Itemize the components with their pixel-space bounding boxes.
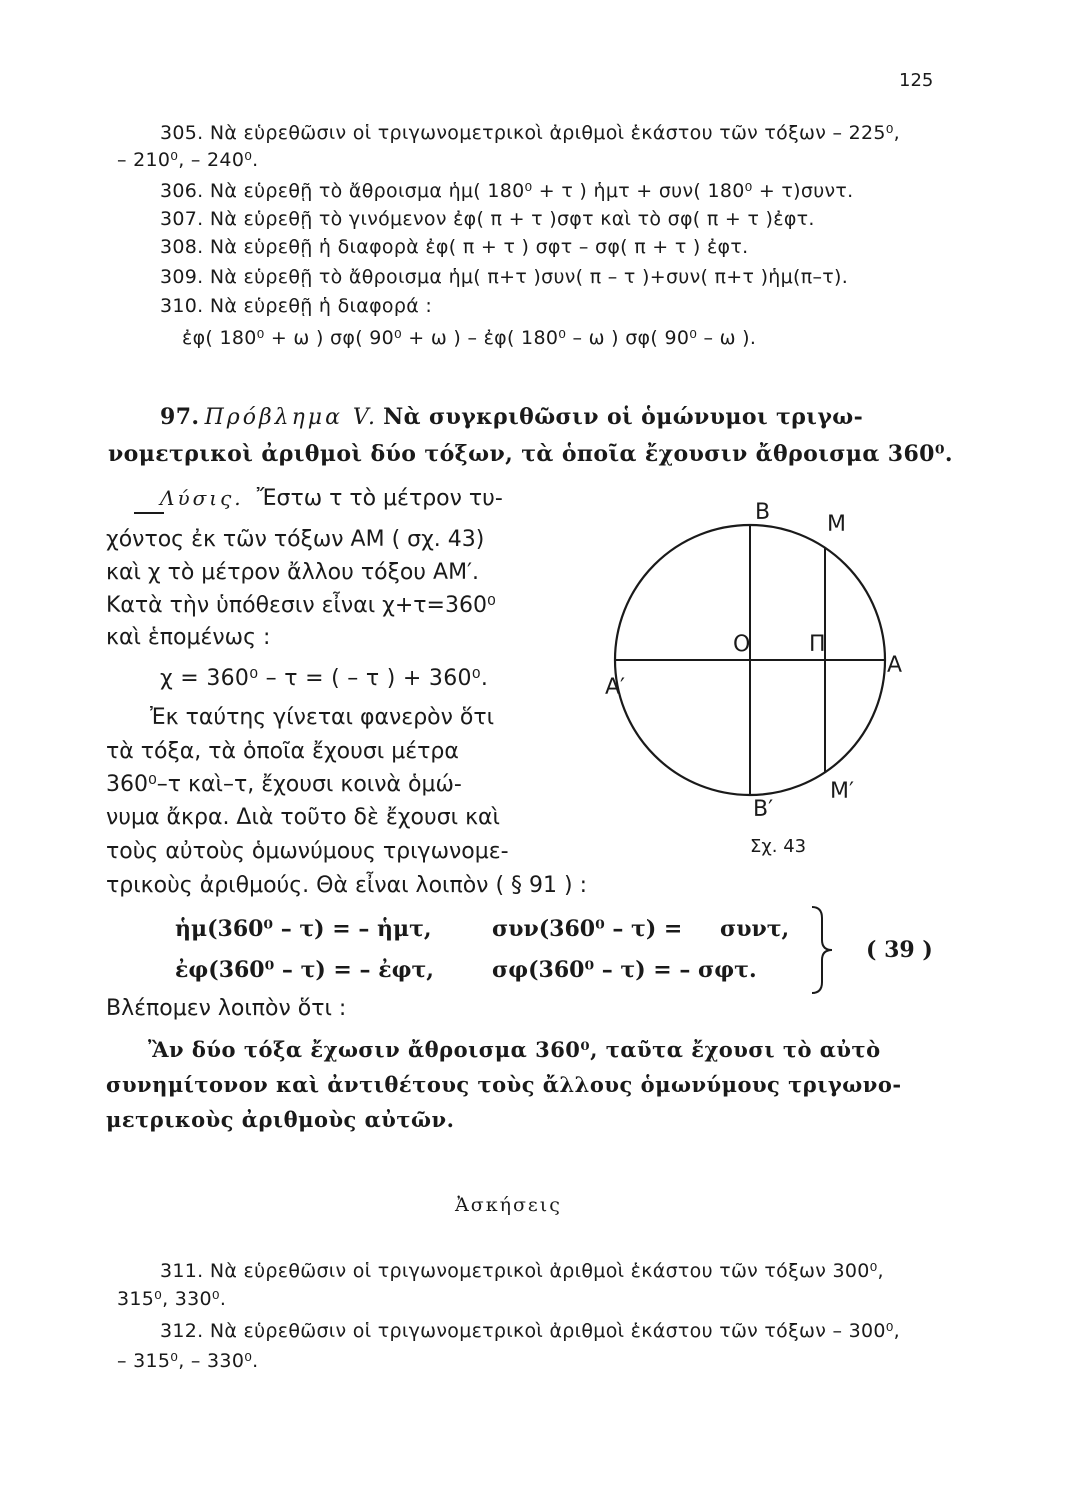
solution-line-4: καὶ ἑπομένως :	[106, 625, 271, 650]
equation-number: ( 39 )	[866, 937, 933, 963]
exercises-heading: Ἀσκήσεις	[455, 1194, 562, 1216]
theorem-line-3: μετρικοὺς ἀριθμοὺς αὐτῶν.	[106, 1107, 455, 1132]
conclusion-intro: Βλέπομεν λοιπὸν ὅτι :	[106, 996, 347, 1021]
label-a: Α	[887, 653, 903, 678]
label-a-prime: Α′	[605, 675, 626, 700]
exercise-308: 308. Νὰ εὑρεθῇ ἡ διαφορὰ ἐφ( π + τ ) σφτ – σφ( π + τ ) ἐφτ.	[160, 236, 749, 258]
label-b: Β	[755, 500, 771, 525]
label-p: Π	[809, 632, 826, 657]
label-m: Μ	[827, 512, 846, 537]
solution-label: Λύσις.	[160, 486, 244, 510]
solution-line-9: νυμα ἄκρα. Διὰ τοῦτο δὲ ἔχουσι καὶ	[106, 805, 500, 830]
problem-heading	[160, 404, 863, 430]
label-m-prime: Μ′	[830, 779, 854, 804]
figure-caption: Σχ. 43	[750, 836, 807, 857]
solution-equation-x: χ = 360⁰ – τ = ( – τ ) + 360⁰.	[160, 666, 489, 691]
equation-row1-result: συντ,	[720, 916, 790, 942]
equation-row2-left: ἐφ(360⁰ – τ) = – ἐφτ,	[175, 957, 434, 983]
problem-label: Πρόβλημα V.	[204, 405, 378, 430]
exercise-311-line1: 311. Νὰ εὑρεθῶσιν οἱ τριγωνομετρικοὶ ἀριθμοὶ ἑκάστου τῶν τόξων 300⁰,	[160, 1260, 884, 1282]
solution-line-10: τοὺς αὐτοὺς ὁμωνύμους τριγωνομε-	[106, 839, 509, 864]
equation-row1-right: συν(360⁰ – τ) =	[492, 916, 683, 942]
exercise-310-line2: ἐφ( 180⁰ + ω ) σφ( 90⁰ + ω ) – ἐφ( 180⁰ – ω ) σφ( 90⁰ – ω ).	[182, 327, 757, 349]
exercise-312-line1: 312. Νὰ εὑρεθῶσιν οἱ τριγωνομετρικοὶ ἀριθμοὶ ἑκάστου τῶν τόξων – 300⁰,	[160, 1320, 901, 1342]
solution-line-7: τὰ τόξα, τὰ ὁποῖα ἔχουσι μέτρα	[106, 739, 459, 764]
page-number: 125	[899, 70, 934, 91]
equation-row2-right: σφ(360⁰ – τ) = – σφτ.	[492, 957, 757, 983]
solution-text-0: Ἔστω τ τὸ μέτρον τυ-	[256, 486, 503, 511]
exercise-306: 306. Νὰ εὑρεθῇ τὸ ἄθροισμα ἡμ( 180⁰ + τ ) ἡμτ + συν( 180⁰ + τ)συντ.	[160, 180, 854, 202]
label-o: Ο	[733, 632, 751, 657]
exercise-305-line1: 305. Νὰ εὑρεθῶσιν οἱ τριγωνομετρικοὶ ἀριθμοὶ ἑκάστου τῶν τόξων – 225⁰,	[160, 122, 901, 144]
exercise-309: 309. Νὰ εὑρεθῇ τὸ ἄθροισμα ἡμ( π+τ )συν( π – τ )+συν( π+τ )ἡμ(π–τ).	[160, 266, 849, 288]
solution-line-1: χόντος ἐκ τῶν τόξων ΑΜ ( σχ. 43)	[106, 527, 485, 552]
figure-43	[605, 495, 905, 875]
exercise-312-line2: – 315⁰, – 330⁰.	[117, 1350, 259, 1372]
solution-line-6: Ἐκ ταύτης γίνεται φανερὸν ὅτι	[150, 705, 495, 730]
solution-line-2: καὶ χ τὸ μέτρον ἄλλου τόξου ΑΜ′.	[106, 560, 480, 585]
equation-brace	[806, 904, 836, 996]
exercise-307: 307. Νὰ εὑρεθῇ τὸ γινόμενον ἐφ( π + τ )σφτ καὶ τὸ σφ( π + τ )ἐφτ.	[160, 208, 815, 230]
solution-line-11: τρικοὺς ἀριθμούς. Θὰ εἶναι λοιπὸν ( § 91 ) :	[106, 873, 588, 898]
exercise-305-line2: – 210⁰, – 240⁰.	[117, 149, 259, 171]
problem-number: 97.	[160, 404, 200, 430]
solution-line-3: Κατὰ τὴν ὑπόθεσιν εἶναι χ+τ=360⁰	[106, 593, 496, 618]
exercise-311-line2: 315⁰, 330⁰.	[117, 1288, 227, 1310]
solution-line-0	[160, 486, 503, 511]
problem-statement-line2: νομετρικοὶ ἀριθμοὶ δύο τόξων, τὰ ὁποῖα ἔχουσιν ἄθροισμα 360⁰.	[108, 441, 953, 467]
equation-row1-left: ἡμ(360⁰ – τ) = – ἡμτ,	[175, 916, 432, 942]
solution-underline	[134, 512, 164, 514]
label-b-prime: Β′	[753, 797, 774, 822]
theorem-line-1: Ἂν δύο τόξα ἔχωσιν ἄθροισμα 360⁰, ταῦτα ἔχουσι τὸ αὐτὸ	[148, 1037, 881, 1062]
problem-statement-line1: Νὰ συγκριθῶσιν οἱ ὁμώνυμοι τριγω-	[383, 404, 864, 430]
exercise-310-line1: 310. Νὰ εὑρεθῇ ἡ διαφορά :	[160, 295, 433, 317]
theorem-line-2: συνημίτονον καὶ ἀντιθέτους τοὺς ἄλλους ὁμωνύμους τριγωνο-	[106, 1072, 902, 1097]
solution-line-8: 360⁰–τ καὶ–τ, ἔχουσι κοινὰ ὁμώ-	[106, 772, 462, 797]
